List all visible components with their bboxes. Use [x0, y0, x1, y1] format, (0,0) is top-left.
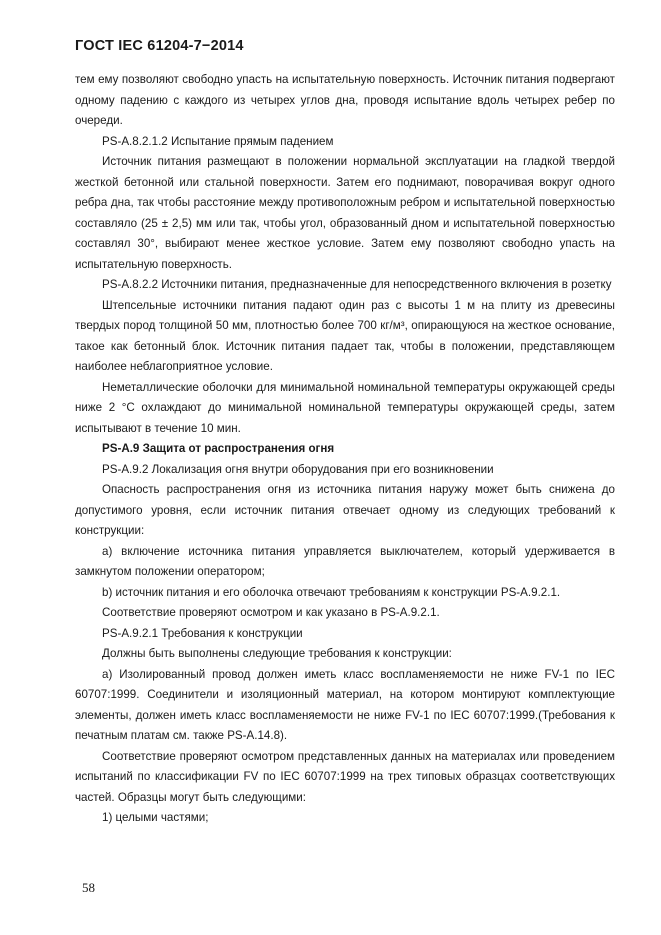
section-heading: PS-A.8.2.2 Источники питания, предназначенные для непосредственного включения в розетку: [102, 278, 612, 291]
paragraph: Соответствие проверяют осмотром и как указано в PS-A.9.2.1.: [102, 606, 440, 619]
paragraph: Должны быть выполнены следующие требования к конструкции:: [102, 647, 452, 660]
paragraph: тем ему позволяют свободно упасть на испытательную поверхность. Источник питания подвергают одному падению с каждого из четырех углов дна, проводя испытание вдоль четырех ребер по очереди.: [75, 73, 615, 127]
paragraph: Опасность распространения огня из источника питания наружу может быть снижена до допустимого уровня, если источник питания отвечает одному из следующих требований к конструкции:: [75, 483, 615, 537]
document-body: [75, 70, 615, 829]
paragraph: Неметаллические оболочки для минимальной номинальной температуры окружающей среды ниже 2 °C охлаждают до минимальной номинальной температуры окружающей среды, затем испытывают в течение 10 мин.: [75, 380, 615, 435]
list-item: a) Изолированный провод должен иметь класс воспламеняемости не ниже FV-1 по IEC 60707:1999. Соединители и изоляционный материал, на котором монтируют комплектующие элементы, должен иметь класс воспламеняемости не ниже FV-1 по IEC 60707:1999.(Требования к печатным платам см. также PS-A.14.8).: [75, 667, 615, 742]
list-item: b) источник питания и его оболочка отвечают требованиям к конструкции PS-A.9.2.1.: [102, 585, 561, 599]
list-item: 1) целыми частями;: [102, 811, 209, 824]
paragraph: Источник питания размещают в положении нормальной эксплуатации на гладкой твердой жесткой бетонной или стальной поверхности. Затем его поднимают, поворачивая вокруг одного ребра дна, так чтобы расстояние между противоположным ребром и испытательной поверхностью составляло (25 ± 2,5) мм или так, чтобы угол, образованный дном и испытательной поверхностью составлял 30°, выбирают менее жесткое условие. Затем ему позволяют свободно упасть на испытательную поверхность.: [75, 155, 615, 271]
list-item: a) включение источника питания управляется выключателем, который удерживается в замкнутом положении оператором;: [75, 544, 615, 578]
section-heading: PS-A.8.2.1.2 Испытание прямым падением: [102, 134, 334, 148]
section-heading: PS-A.9.2 Локализация огня внутри оборудования при его возникновении: [102, 462, 494, 476]
paragraph: Штепсельные источники питания падают один раз с высоты 1 м на плиту из древесины твердых пород толщиной 50 мм, плотностью более 700 кг/м³, опирающуюся на жесткое основание, такое как бетонный блок. Источник питания падает так, чтобы в положении, представляющем наиболее неблагоприятное условие.: [75, 298, 615, 373]
paragraph: Соответствие проверяют осмотром представленных данных на материалах или проведением испытаний по классификации FV по IEC 60707:1999 на трех типовых образцах соответствующих частей. Образцы могут быть следующими:: [75, 749, 615, 804]
document-header: ГОСТ IEC 61204-7−2014: [75, 38, 244, 54]
page-number: 58: [82, 880, 95, 895]
section-heading-bold: PS-A.9 Защита от распространения огня: [102, 442, 335, 455]
section-heading: PS-A.9.2.1 Требования к конструкции: [102, 626, 303, 640]
